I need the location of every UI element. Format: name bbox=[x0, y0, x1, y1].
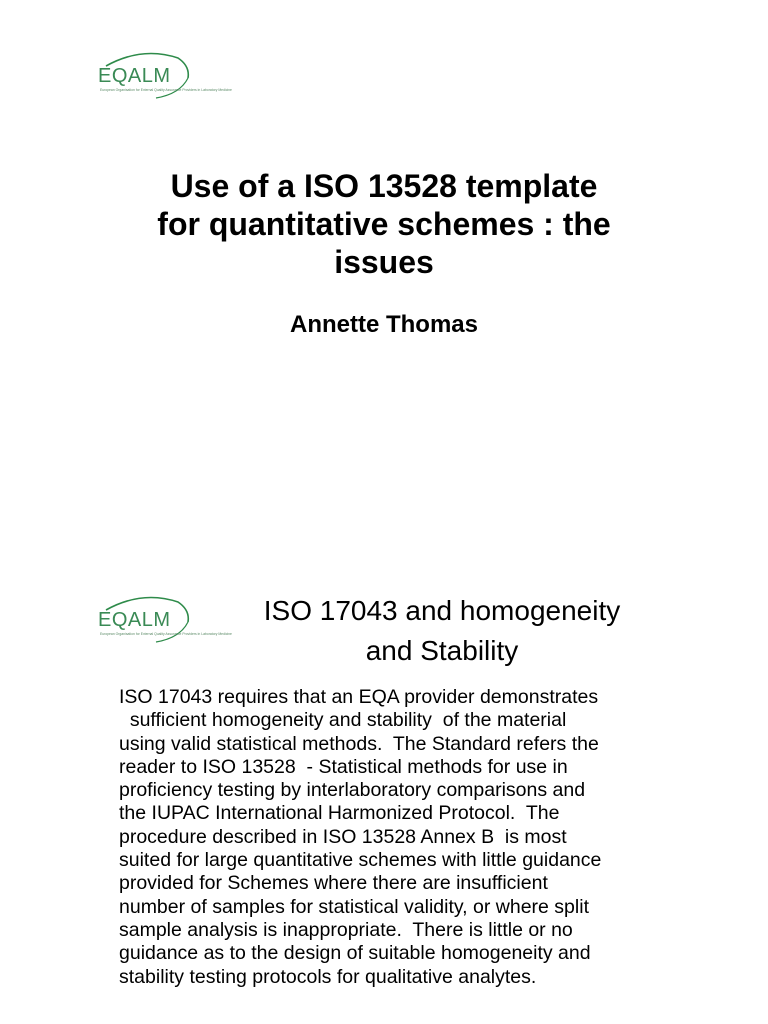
body-line: using valid statistical methods. The Standard refers the bbox=[119, 732, 599, 755]
body-line: procedure described in ISO 13528 Annex B is most bbox=[119, 825, 567, 848]
body-line: number of samples for statistical validity, or where split bbox=[119, 895, 589, 918]
logo-wordmark: EQALM bbox=[98, 65, 171, 87]
logo-subtext: European Organisation for External Quality Assurance Providers in Laboratory Medicine bbox=[100, 632, 232, 636]
logo-subtext: European Organisation for External Quality Assurance Providers in Laboratory Medicine bbox=[100, 88, 232, 92]
body-line: sufficient homogeneity and stability of the material bbox=[119, 709, 567, 732]
title-line: Use of a ISO 13528 template bbox=[170, 168, 598, 204]
section-title-line: and Stability bbox=[365, 635, 519, 666]
body-line: reader to ISO 13528 - Statistical methods for use in bbox=[119, 755, 568, 778]
eqalm-logo-graphic bbox=[92, 588, 232, 646]
body-line: the IUPAC International Harmonized Protocol. The bbox=[119, 802, 560, 825]
body-text bbox=[119, 686, 679, 989]
body-line: proficiency testing by interlaboratory comparisons and bbox=[119, 779, 586, 802]
body-line: stability testing protocols for qualitative analytes. bbox=[119, 965, 537, 988]
body-line: guidance as to the design of suitable homogeneity and bbox=[119, 942, 591, 965]
body-line: suited for large quantitative schemes with little guidance bbox=[119, 849, 602, 872]
body-line: ISO 17043 requires that an EQA provider demonstrates bbox=[119, 686, 599, 708]
body-line: provided for Schemes where there are insufficient bbox=[119, 872, 548, 895]
body-line: sample analysis is inappropriate. There is little or no bbox=[119, 918, 573, 941]
page-title bbox=[84, 167, 684, 281]
title-line: for quantitative schemes : the bbox=[157, 206, 611, 242]
section-title bbox=[212, 591, 672, 671]
eqalm-logo-graphic bbox=[92, 44, 232, 102]
logo-wordmark: EQALM bbox=[98, 609, 171, 631]
eqalm-logo bbox=[92, 44, 232, 102]
author-name: Annette Thomas bbox=[289, 311, 478, 338]
title-line: issues bbox=[334, 244, 434, 280]
eqalm-logo bbox=[92, 588, 232, 646]
section-title-line: ISO 17043 and homogeneity bbox=[263, 595, 621, 626]
